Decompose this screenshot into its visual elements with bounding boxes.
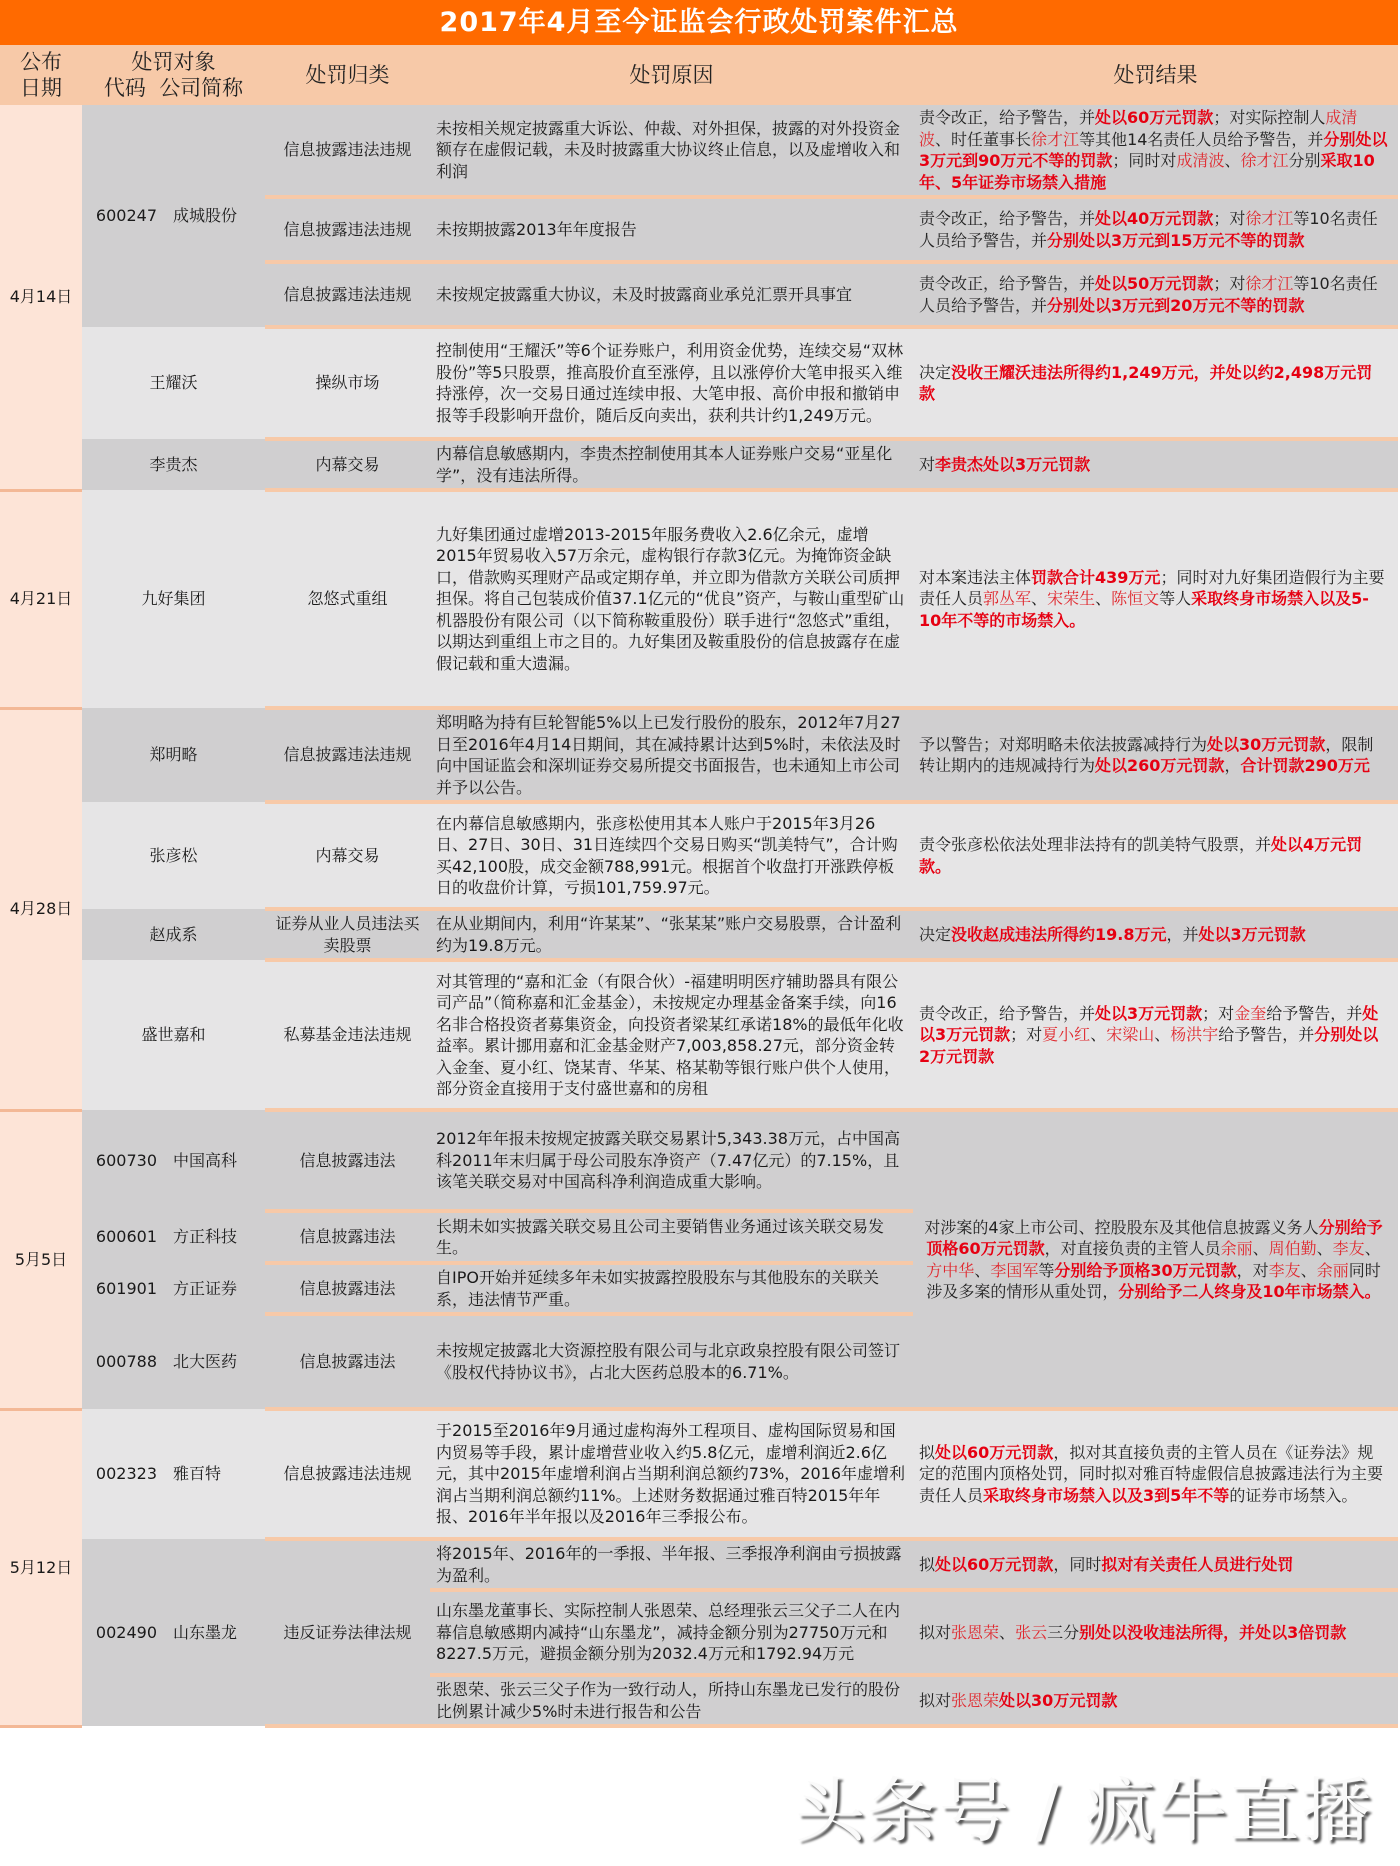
penalty-highlight: 分别处以2万元罚款: [919, 1025, 1379, 1066]
result-text: 、: [1224, 151, 1241, 170]
penalty-highlight: 拟对有关责任人员进行处罚: [1101, 1554, 1294, 1574]
result-text: 分别: [1288, 151, 1321, 170]
penalty-result: [913, 960, 1398, 1110]
table-header-row: [0, 45, 1398, 105]
penalty-highlight: 处以3万元罚款: [1198, 924, 1306, 944]
penalty-reason: 九好集团通过虚增2013-2015年服务费收入2.6亿余元，虚增2015年贸易收入57万余元，虚构银行存款3亿元。为掩饰资金缺口，借款购买理财产品或定期存单，并立即为借款方关联公司质押担保。将自己包装成价值37.1亿元的“优良”资产，与鞍山重型矿山机器股份有限公司（以下简称鞍重股份）联手进行“忽悠式”重组，以期达到重组上市之目的。九好集团及鞍重股份的信息披露存在虚假记载和重大遗漏。: [430, 490, 913, 708]
result-text: 、: [1364, 1239, 1381, 1258]
company-name: 方正科技: [167, 1211, 265, 1263]
table-row: [0, 1539, 1398, 1590]
result-text: 、时任董事长: [935, 129, 1032, 149]
company-name: 雅百特: [167, 1409, 265, 1539]
person-name-highlight: 徐才江: [1245, 209, 1294, 228]
result-text: 三分: [1047, 1622, 1080, 1642]
table-row: [0, 439, 1398, 490]
publish-date: 4月14日: [0, 105, 82, 490]
person-name-highlight: 余丽: [1220, 1239, 1253, 1258]
penalty-highlight: 处以3万元罚款: [1095, 1003, 1203, 1023]
penalty-highlight: 罚款合计439万元: [1031, 567, 1161, 587]
penalized-party: 李贵杰: [82, 439, 265, 490]
result-text: 、: [1090, 1025, 1107, 1045]
table-row: [0, 802, 1398, 909]
penalized-party: 张彦松: [82, 802, 265, 909]
company-name: 成城股份: [167, 105, 265, 327]
penalty-result: [913, 1675, 1398, 1726]
table-row: [0, 1110, 1398, 1211]
penalty-result: [913, 1110, 1398, 1409]
table-row: [0, 1409, 1398, 1539]
penalty-category: 私募基金违法违规: [265, 960, 430, 1110]
header-reason: 处罚原因: [430, 45, 913, 105]
penalty-highlight: 处以3万元罚款: [919, 1003, 1379, 1045]
penalty-category: 信息披露违法违规: [265, 708, 430, 802]
company-name: 北大医药: [167, 1314, 265, 1409]
result-text: ，对直接负责的主管人员: [1044, 1239, 1221, 1258]
stock-code: 002323: [82, 1409, 167, 1539]
penalty-result: [913, 1539, 1398, 1590]
result-text: 责令改正，给予警告，并: [919, 209, 1096, 228]
person-name-highlight: 周伯勤: [1268, 1239, 1317, 1258]
penalty-reason: 山东墨龙董事长、实际控制人张恩荣、总经理张云三父子二人在内幕信息敏感期内减持“山东墨龙”，减持金额分别为27750万元和8227.5万元，避损金额分别为2032.4万元和1792.94万元: [430, 1590, 913, 1675]
result-text: ，对: [1236, 1260, 1269, 1280]
result-text: 给予警告，并: [1218, 1025, 1315, 1045]
result-text: ，: [1224, 756, 1241, 775]
person-name-highlight: 成清波: [919, 108, 1358, 149]
person-name-highlight: 李友: [1268, 1260, 1301, 1280]
penalty-category: 违反证券法律法规: [265, 1539, 430, 1726]
penalized-party: 盛世嘉和: [82, 960, 265, 1110]
result-text: 拟: [919, 1554, 936, 1574]
penalty-highlight: 没收赵成违法所得约19.8万元: [951, 924, 1167, 944]
stock-code: 600247: [82, 105, 167, 327]
penalty-highlight: 处以30万元罚款: [1207, 734, 1326, 754]
result-text: 决定: [919, 362, 952, 382]
publish-date: 4月21日: [0, 490, 82, 708]
result-text: 予以警告；对郑明略未依法披露减持行为: [919, 734, 1208, 754]
result-text: ；对: [1213, 274, 1246, 293]
penalized-party: 王耀沃: [82, 327, 265, 439]
penalty-highlight: 处以30万元罚款: [999, 1690, 1118, 1710]
result-text: 、: [1300, 1260, 1317, 1280]
penalty-category: 忽悠式重组: [265, 490, 430, 708]
penalty-reason: 长期未如实披露关联交易且公司主要销售业务通过该关联交易发生。: [430, 1211, 913, 1263]
penalty-highlight: 采取终身市场禁入以及3到5年不等: [983, 1485, 1230, 1505]
watermark: 头条号 / 疯牛直播: [795, 1770, 1374, 1852]
penalty-table: [0, 45, 1398, 1728]
result-text: 、: [974, 1260, 991, 1280]
result-text: ；同时对: [1112, 151, 1177, 170]
penalty-highlight: 采取10年、5年证券市场禁入措施: [919, 151, 1375, 192]
header-result: 处罚结果: [913, 45, 1398, 105]
result-text: ；对实际控制人: [1213, 108, 1326, 127]
result-text: ；对: [1213, 209, 1246, 228]
result-text: ；同时对九好集团造假行为主要责任人员: [919, 567, 1385, 609]
result-text: 责令改正，给予警告，并: [919, 1003, 1096, 1023]
person-name-highlight: 郭丛军: [983, 589, 1032, 609]
penalty-highlight: 处以60万元罚款: [935, 1442, 1054, 1462]
result-text: ；对: [1010, 1025, 1043, 1045]
penalty-highlight: 分别给予二人终身及10年市场禁入。: [1118, 1282, 1381, 1301]
penalty-reason: 未按规定披露北大资源控股有限公司与北京政泉控股有限公司签订《股权代持协议书》，占北大医药总股本的6.71%。: [430, 1314, 913, 1409]
table-row: [0, 960, 1398, 1110]
penalized-party: 赵成系: [82, 909, 265, 960]
penalty-result: [913, 1590, 1398, 1675]
company-name: 中国高科: [167, 1110, 265, 1211]
stock-code: 601901: [82, 1263, 167, 1314]
person-name-highlight: 张恩荣: [951, 1690, 1000, 1710]
header-target: 处罚对象 代码 公司简称: [82, 45, 265, 105]
result-text: ，拟对其直接负责的主管人员在《证券法》规定的范围内顶格处罚，同时拟对雅百特虚假信息披露违法行为主要责任人员: [919, 1442, 1384, 1505]
result-text: 拟: [919, 1442, 936, 1462]
person-name-highlight: 宋梁山: [1106, 1025, 1155, 1045]
penalty-reason: 未按相关规定披露重大诉讼、仲裁、对外担保，披露的对外投资金额存在虚假记载，未及时披露重大协议终止信息，以及虚增收入和利润: [430, 105, 913, 197]
result-text: 责令改正，给予警告，并: [919, 108, 1096, 127]
penalty-highlight: 处以50万元罚款: [1095, 274, 1214, 293]
penalty-category: 信息披露违法: [265, 1263, 430, 1314]
result-text: 、: [1154, 1025, 1171, 1045]
penalty-highlight: 处以60万元罚款: [935, 1554, 1054, 1574]
person-name-highlight: 金奎: [1234, 1003, 1267, 1023]
penalty-highlight: 分别处以3万元到90万元不等的罚款: [919, 129, 1388, 170]
result-text: 同时涉及多案的情形从重处罚，: [926, 1260, 1381, 1301]
publish-date: 5月5日: [0, 1110, 82, 1409]
result-text: ，同时: [1053, 1554, 1102, 1574]
person-name-highlight: 夏小红: [1042, 1025, 1091, 1045]
penalty-highlight: 分别给予顶格60万元罚款: [926, 1217, 1383, 1258]
table-row: [0, 708, 1398, 802]
penalty-result: [913, 327, 1398, 439]
result-text: 对涉案的4家上市公司、控股股东及其他信息披露义务人: [924, 1217, 1319, 1237]
company-name: 山东墨龙: [167, 1539, 265, 1726]
penalty-result: [913, 490, 1398, 708]
stock-code: 600730: [82, 1110, 167, 1211]
result-text: 拟对: [919, 1622, 952, 1642]
company-name: 方正证券: [167, 1263, 265, 1314]
penalty-reason: 对其管理的“嘉和汇金（有限合伙）-福建明明医疗辅助器具有限公司产品”（简称嘉和汇金基金），未按规定办理基金备案手续，向16名非合格投资者募集资金，向投资者梁某红承诺18%的最低年化收益率。累计挪用嘉和汇金基金财产7,003,858.27元，部分资金转入金奎、夏小红、饶某青、华某、格某勒等银行账户供个人使用，部分资金直接用于支付盛世嘉和的房租: [430, 960, 913, 1110]
result-text: 决定: [919, 924, 952, 944]
result-text: 责令改正，给予警告，并: [919, 274, 1096, 293]
penalty-result: [913, 262, 1398, 327]
result-text: 对: [919, 454, 936, 474]
penalty-result: [913, 197, 1398, 262]
result-text: ，并: [1166, 924, 1199, 944]
penalty-reason: 内幕信息敏感期内，李贵杰控制使用其本人证券账户交易“亚星化学”，没有违法所得。: [430, 439, 913, 490]
person-name-highlight: 李国军: [990, 1260, 1039, 1280]
result-text: 的证券市场禁入。: [1229, 1485, 1358, 1505]
result-text: 等: [1038, 1260, 1055, 1280]
penalty-category: 信息披露违法: [265, 1211, 430, 1263]
person-name-highlight: 徐才江: [1245, 274, 1294, 293]
result-text: 拟对: [919, 1690, 952, 1710]
result-text: 等10名责任人员给予警告，并: [919, 209, 1378, 250]
penalty-highlight: 没收王耀沃违法所得约1,249万元，并处以约2,498万元罚款: [919, 362, 1373, 403]
penalty-reason: 于2015至2016年9月通过虚构海外工程项目、虚构国际贸易和国内贸易等手段，累计虚增营业收入约5.8亿元，虚增利润近2.6亿元，其中2015年虚增利润占当期利润总额约73%，2016年虚增利润占当期利润总额约11%。上述财务数据通过雅百特2015年年报、2016年半年报以及2016年三季报公布。: [430, 1409, 913, 1539]
penalty-highlight: 合计罚款290万元: [1240, 756, 1370, 775]
penalty-category: 操纵市场: [265, 327, 430, 439]
penalty-reason: 控制使用“王耀沃”等6个证券账户，利用资金优势，连续交易“双林股份”等5只股票，推高股价直至涨停，且以涨停价大笔申报买入维持涨停，次一交易日通过连续申报、大笔申报、高价申报和撤销申报等手段影响开盘价，随后反向卖出，获利共计约1,249万元。: [430, 327, 913, 439]
penalty-reason: 张恩荣、张云三父子作为一致行动人，所持山东墨龙已发行的股份比例累计减少5%时未进行报告和公告: [430, 1675, 913, 1726]
penalty-reason: 自IPO开始并延续多年未如实披露控股股东与其他股东的关联关系，违法情节严重。: [430, 1263, 913, 1314]
penalty-reason: 郑明略为持有巨轮智能5%以上已发行股份的股东，2012年7月27日至2016年4月14日期间，其在减持累计达到5%时，未依法及时向中国证监会和深圳证券交易所提交书面报告，也未通知上市公司并予以公告。: [430, 708, 913, 802]
penalty-highlight: 李贵杰处以3万元罚款: [935, 454, 1091, 474]
penalty-reason: 将2015年、2016年的一季报、半年报、三季报净利润由亏损披露为盈利。: [430, 1539, 913, 1590]
person-name-highlight: 徐才江: [1240, 151, 1289, 170]
penalty-highlight: 分别给予顶格30万元罚款: [1054, 1260, 1237, 1280]
penalty-category: 内幕交易: [265, 802, 430, 909]
table-row: [0, 327, 1398, 439]
result-text: 等10名责任人员给予警告，并: [919, 274, 1378, 315]
result-text: ；对: [1202, 1003, 1235, 1023]
result-text: 等人: [1159, 589, 1192, 609]
penalty-highlight: 处以40万元罚款: [1095, 209, 1214, 228]
penalty-result: [913, 105, 1398, 197]
penalty-reason: 未按规定披露重大协议，未及时披露商业承兑汇票开具事宜: [430, 262, 913, 327]
header-date: 公布 日期: [0, 45, 82, 105]
person-name-highlight: 徐才江: [1031, 129, 1080, 149]
penalty-category: 信息披露违法违规: [265, 1409, 430, 1539]
person-name-highlight: 余丽: [1316, 1260, 1349, 1280]
penalty-result: [913, 1409, 1398, 1539]
result-text: 、: [1316, 1239, 1333, 1258]
penalty-result: [913, 909, 1398, 960]
table-body: [0, 105, 1398, 1726]
penalty-result: [913, 708, 1398, 802]
person-name-highlight: 成清波: [1176, 151, 1225, 170]
penalty-reason: 在内幕信息敏感期内，张彦松使用其本人账户于2015年3月26日、27日、30日、31日连续四个交易日购买“凯美特气”，合计购买42,100股，成交金额788,991元。根据首个收盘打开涨跌停板日的收盘价计算，亏损101,759.97元。: [430, 802, 913, 909]
penalty-category: 证券从业人员违法买卖股票: [265, 909, 430, 960]
penalty-category: 信息披露违法违规: [265, 262, 430, 327]
result-text: 对本案违法主体: [919, 567, 1032, 587]
penalized-party: 九好集团: [82, 490, 265, 708]
penalty-highlight: 分别处以3万元到15万元不等的罚款: [1047, 230, 1305, 250]
person-name-highlight: 李友: [1332, 1239, 1365, 1258]
result-text: 等其他14名责任人员给予警告，并: [1079, 129, 1324, 149]
penalty-result: [913, 802, 1398, 909]
penalty-category: 信息披露违法违规: [265, 105, 430, 197]
result-text: ，限制转让期内的违规减持行为: [919, 734, 1374, 775]
result-text: 责令张彦松依法处理非法持有的凯美特气股票，并: [919, 835, 1272, 854]
stock-code: 002490: [82, 1539, 167, 1726]
penalized-party: 郑明略: [82, 708, 265, 802]
result-text: 、: [999, 1622, 1016, 1642]
penalty-category: 信息披露违法: [265, 1314, 430, 1409]
penalty-highlight: 处以260万元罚款: [1095, 756, 1225, 775]
penalty-highlight: 采取终身市场禁入以及5-10年不等的市场禁入。: [919, 589, 1369, 630]
penalty-reason: 在从业期间内，利用“许某某”、“张某某”账户交易股票，合计盈利约为19.8万元。: [430, 909, 913, 960]
table-row: [0, 105, 1398, 197]
penalty-result: [913, 439, 1398, 490]
penalty-highlight: 处以4万元罚款。: [919, 835, 1363, 876]
person-name-highlight: 张云: [1015, 1622, 1048, 1642]
penalty-reason: 2012年年报未按规定披露关联交易累计5,343.38万元，占中国高科2011年末归属于母公司股东净资产（7.47亿元）的7.15%，且该笔关联交易对中国高科净利润造成重大影响。: [430, 1110, 913, 1211]
person-name-highlight: 宋荣生: [1047, 589, 1096, 609]
page-title: 2017年4月至今证监会行政处罚案件汇总: [0, 0, 1398, 45]
penalty-category: 信息披露违法: [265, 1110, 430, 1211]
penalty-highlight: 别处以没收违法所得，并处以3倍罚款: [1079, 1622, 1347, 1642]
person-name-highlight: 方中华: [926, 1260, 975, 1280]
stock-code: 600601: [82, 1211, 167, 1263]
result-text: 、: [1031, 589, 1048, 609]
penalty-reason: 未按期披露2013年年度报告: [430, 197, 913, 262]
penalty-category: 信息披露违法违规: [265, 197, 430, 262]
result-text: 给予警告，并: [1266, 1003, 1363, 1023]
penalty-category: 内幕交易: [265, 439, 430, 490]
stock-code: 000788: [82, 1314, 167, 1409]
penalty-highlight: 分别处以3万元到20万元不等的罚款: [1047, 295, 1305, 315]
person-name-highlight: 张恩荣: [951, 1622, 1000, 1642]
header-category: 处罚归类: [265, 45, 430, 105]
publish-date: 4月28日: [0, 708, 82, 1110]
person-name-highlight: 杨洪宇: [1170, 1025, 1219, 1045]
table-row: [0, 490, 1398, 708]
person-name-highlight: 陈恒文: [1111, 589, 1160, 609]
table-row: [0, 909, 1398, 960]
penalty-highlight: 处以60万元罚款: [1095, 108, 1214, 127]
result-text: 、: [1252, 1239, 1269, 1258]
result-text: 、: [1095, 589, 1112, 609]
publish-date: 5月12日: [0, 1409, 82, 1726]
